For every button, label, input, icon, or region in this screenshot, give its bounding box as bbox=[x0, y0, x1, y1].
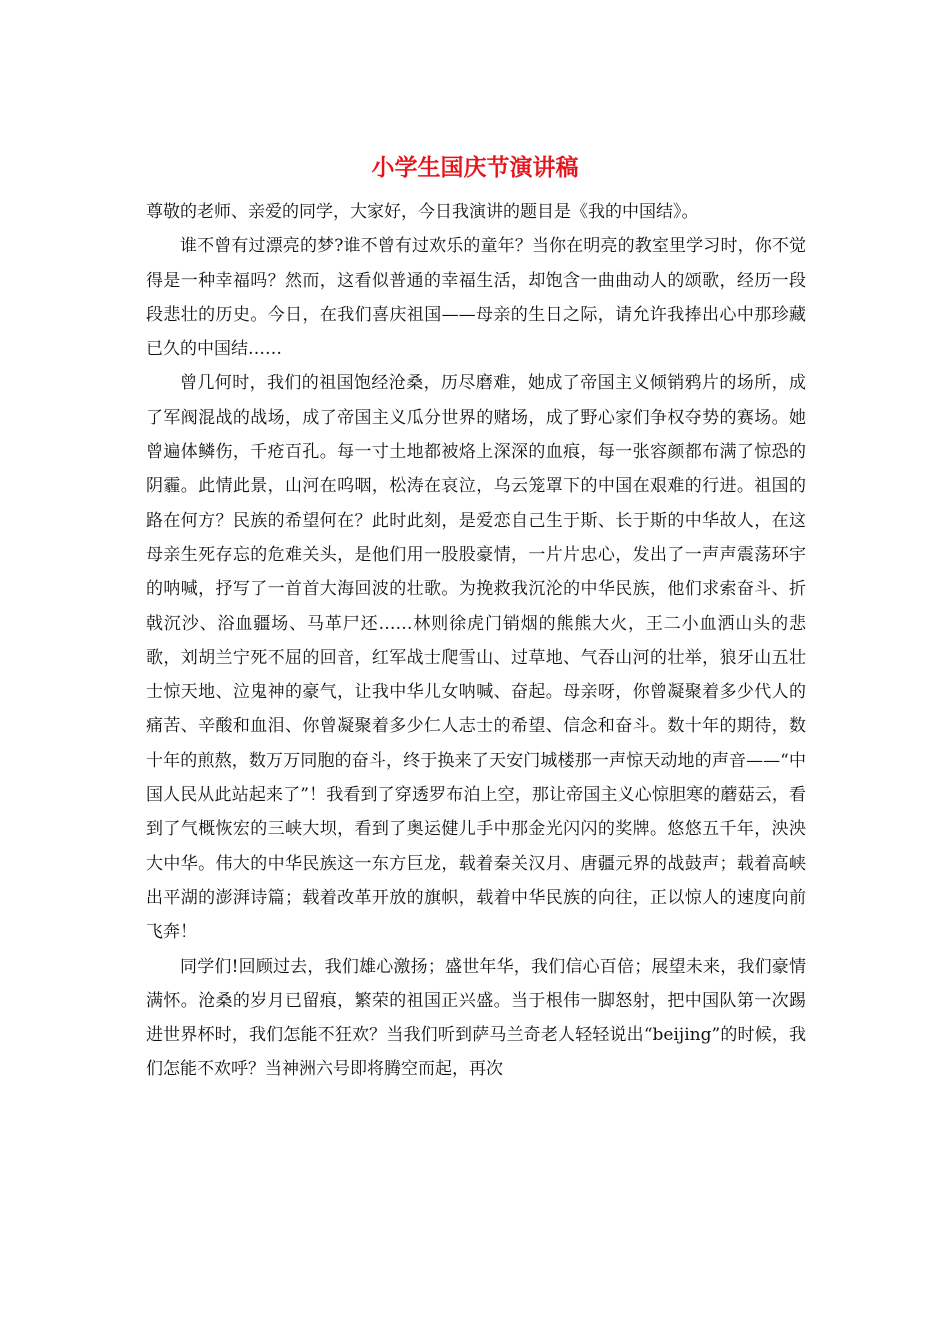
paragraph-greeting: 尊敬的老师、亲爱的同学，大家好，今日我演讲的题目是《我的中国结》。 bbox=[146, 202, 699, 222]
document-title: 小学生国庆节演讲稿 bbox=[371, 154, 579, 181]
paragraph-dream: 谁不曾有过漂亮的梦?谁不曾有过欢乐的童年？当你在明亮的教室里学习时，你不觉得是一种幸福吗？然而，这看似普通的幸福生活，却饱含一曲曲动人的颂歌，经历一段段悲壮的历史。今日，在我们喜庆祖国——母亲的生日之际，请允许我捧出心中那珍藏已久的中国结…… bbox=[146, 236, 806, 360]
paragraph-history: 曾几何时，我们的祖国饱经沧桑，历尽磨难，她成了帝国主义倾销鸦片的场所，成了军阀混战的战场，成了帝国主义瓜分世界的赌场，成了野心家们争权夺势的赛场。她曾遍体鳞伤，千疮百孔。每一寸土地都被烙上深深的血痕，每一张容颜都布满了惊恐的阴霾。此情此景，山河在呜咽，松涛在哀泣，乌云笼罩下的中国在艰难的行进。祖国的路在何方？民族的希望何在？此时此刻，是爱恋自己生于斯、长于斯的中华故人，在这母亲生死存忘的危难关头，是他们用一股股豪情，一片片忠心，发出了一声声震荡环宇的呐喊，抒写了一首首大海回波的壮歌。为挽救我沉沦的中华民族，他们求索奋斗、折戟沉沙、浴血疆场、马革尸还……林则徐虎门销烟的熊熊大火，王二小血洒山头的悲歌，刘胡兰宁死不屈的回音，红军战士爬雪山、过草地、气吞山河的壮举，狼牙山五壮士惊天地、泣鬼神的豪气，让我中华儿女呐喊、奋起。母亲呀，你曾凝聚着多少代人的痛苦、辛酸和血泪、你曾凝聚着多少仁人志士的希望、信念和奋斗。数十年的期待，数十年的煎熬，数万万同胞的奋斗，终于换来了天安门城楼那一声惊天动地的声音——“中国人民从此站起来了”！我看到了穿透罗布泊上空，那让帝国主义心惊胆寒的蘑菇云，看到了气概恢宏的三峡大坝，看到了奥运健儿手中那金光闪闪的奖牌。悠悠五千年，泱泱大中华。伟大的中华民族这一东方巨龙，载着秦关汉月、唐疆元界的战鼓声；载着高峡出平湖的澎湃诗篇；载着改革开放的旗帜，载着中华民族的向往，正以惊人的速度向前飞奔！ bbox=[146, 373, 806, 943]
document-body bbox=[146, 195, 806, 1087]
paragraph-classmates: 同学们!回顾过去，我们雄心激扬；盛世年华，我们信心百倍；展望未来，我们豪情满怀。沧桑的岁月已留痕，繁荣的祖国正兴盛。当于根伟一脚怒射，把中国队第一次踢进世界杯时，我们怎能不狂欢？当我们听到萨马兰奇老人轻轻说出“beijing”的时候，我们怎能不欢呼？当神洲六号即将腾空而起，再次 bbox=[146, 956, 806, 1080]
